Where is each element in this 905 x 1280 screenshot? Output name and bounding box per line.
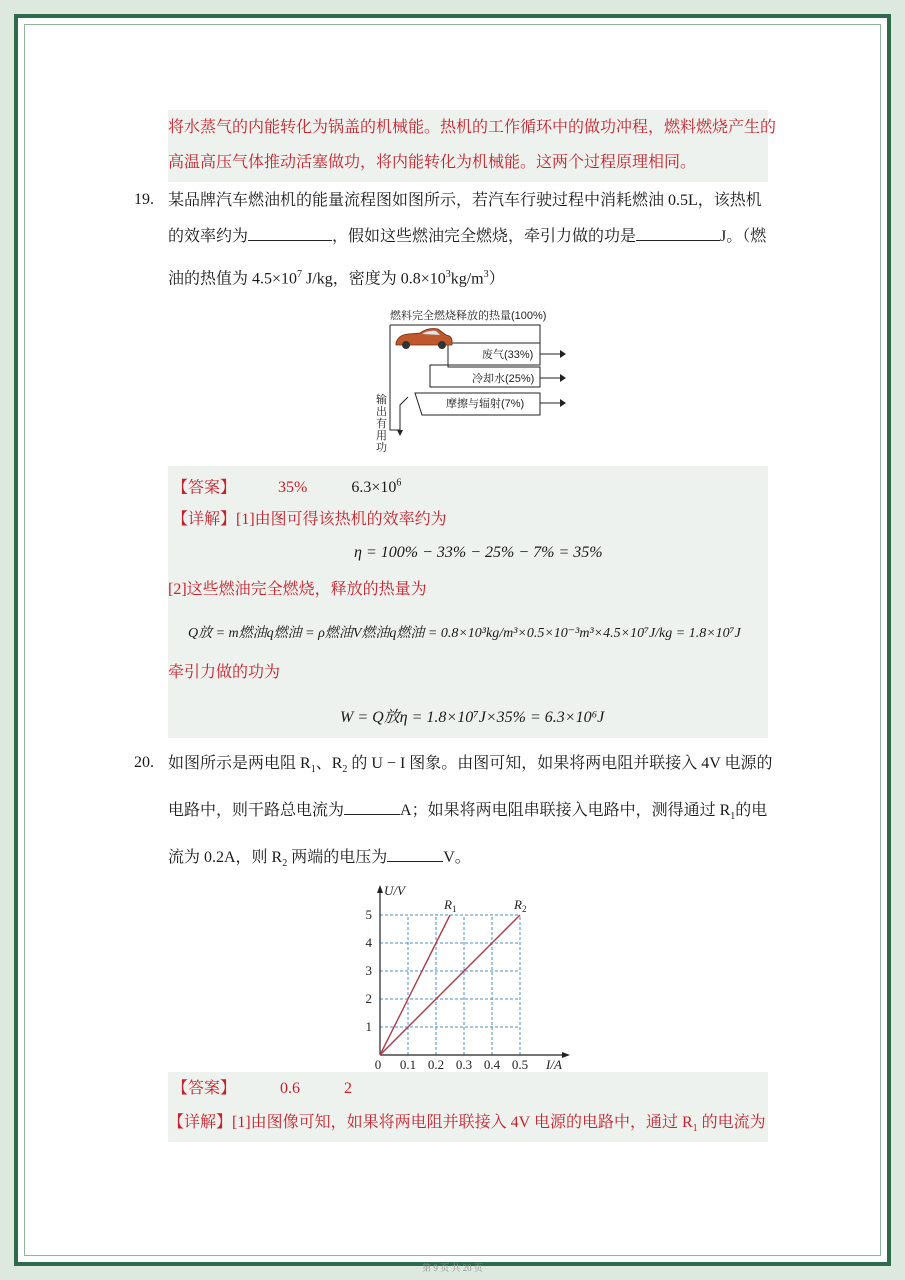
q20-number: 20. [134, 754, 154, 771]
q19-eq2: Q放 = m燃油q燃油 = ρ燃油V燃油q燃油 = 0.8×10³kg/m³×0.5×10⁻³m³×4.5×10⁷J/kg = 1.8×10⁷J [188, 626, 741, 641]
series-line-r1 [380, 915, 450, 1055]
q19-detail-tag: 【详解】 [172, 511, 237, 528]
cooling-label: 冷却水(25%) [472, 373, 535, 385]
q19-line3c: kg/m [450, 270, 484, 288]
q20-answer2: 2 [344, 1080, 353, 1097]
q19-line2 [168, 226, 766, 248]
x-axis-label: I/A [546, 1057, 562, 1072]
y-tick-2: 2 [365, 991, 372, 1006]
q19-blank1[interactable] [248, 226, 332, 241]
u-i-chart [350, 875, 580, 1075]
q20-blank1[interactable] [344, 800, 400, 815]
q20-line3 [168, 847, 471, 875]
friction-label: 摩擦与辐射(7%) [446, 398, 525, 410]
q19-line2c: J。（燃 [720, 228, 767, 245]
q20-detail1-end: 的电流为 [697, 1114, 766, 1131]
chart-lines [380, 915, 520, 1055]
q20-answer1: 0.6 [280, 1080, 301, 1097]
q19-line3c-sup: 3 [483, 269, 489, 280]
q20-line2 [168, 800, 767, 828]
output-char-1: 输 [376, 394, 387, 406]
q20-detail1 [168, 1112, 766, 1140]
q20-line3b: 两端的电压为 [287, 849, 388, 866]
output-char-2: 出 [376, 406, 387, 418]
q20-line2b-sub: 1 [730, 811, 736, 823]
q19-answer-tag: 【答案】 [172, 479, 237, 497]
q19-number: 19. [134, 191, 154, 208]
x-tick-4: 0.4 [483, 1057, 501, 1072]
q19-line2a: 的效率约为 [168, 228, 249, 245]
q19-detail2: [2]这些燃油完全燃烧，释放的热量为 [168, 581, 427, 598]
y-axis-label: U/V [384, 883, 405, 898]
origin-label: 0 [374, 1057, 382, 1072]
q19-answer2: 6.3×10 [351, 479, 397, 497]
q19-detail1-text: [1]由图可得该热机的效率约为 [236, 511, 447, 528]
series-label-r1: $R_1$ [444, 897, 457, 914]
y-tick-1: 1 [365, 1019, 372, 1034]
q19-eq3: W = Q放η = 1.8×10⁷J×35% = 6.3×10⁶J [340, 709, 605, 726]
q20-line1a-sub: 1 [310, 764, 316, 776]
q20-detail1-sub: 1 [692, 1123, 698, 1135]
q20-answer-row [172, 1078, 352, 1100]
q19-line3d: ） [488, 270, 505, 288]
output-char-5: 功 [376, 442, 387, 454]
q20-answer-tag: 【答案】 [172, 1080, 237, 1097]
x-tick-5: 0.5 [511, 1057, 529, 1072]
q20-line2b: A；如果将两电阻串联接入电路中，测得通过 R [400, 802, 731, 819]
q19-answer1: 35% [278, 479, 308, 497]
q20-line1a: 如图所示是两电阻 R [168, 755, 311, 772]
q19-eq1: η = 100% − 33% − 25% − 7% = 35% [354, 544, 603, 561]
exhaust-label: 废气(33%) [482, 349, 534, 361]
q19-line3b: J/kg，密度为 0.8×10 [302, 270, 446, 288]
x-tick-1: 0.1 [399, 1057, 417, 1072]
q20-blank2[interactable] [387, 847, 443, 862]
q20-line3c: V。 [443, 849, 471, 866]
y-axis-arrow [377, 885, 383, 893]
series-label-r2: $R_2$ [514, 897, 527, 914]
q19-line1: 某品牌汽车燃油机的能量流程图如图所示，若汽车行驶过程中消耗燃油 0.5L，该热机 [168, 192, 762, 209]
q19-answer-row [172, 473, 401, 499]
q19-detail1 [172, 509, 447, 531]
answer-band-q19 [168, 466, 768, 738]
page-footer: 第 9 页 共 20 页 [422, 1263, 483, 1273]
y-tick-4: 4 [365, 935, 372, 950]
chart-labels [384, 883, 562, 1072]
x-axis-arrow [562, 1052, 570, 1058]
y-tick-3: 3 [365, 963, 372, 978]
q20-line2c: 的电 [735, 802, 768, 819]
output-char-3: 有 [376, 418, 387, 430]
q20-line1c: 的 U − I 图象。由图可知，如果将两电阻并联接入 4V 电源的 [347, 755, 773, 772]
q20-detail1-text: [1]由图像可知，如果将两电阻并联接入 4V 电源的电路中，通过 R [232, 1114, 693, 1131]
q20-detail-tag: 【详解】 [168, 1114, 233, 1131]
car-icon [396, 329, 452, 350]
top-answer-line1: 将水蒸气的内能转化为锅盖的机械能。热机的工作循环中的做功冲程，燃料燃烧产生的 [168, 119, 777, 136]
energy-flow-diagram [360, 305, 580, 460]
x-tick-2: 0.2 [427, 1057, 445, 1072]
diagram-title: 燃料完全燃烧释放的热量(100%) [390, 310, 547, 322]
q19-answer2-sup: 6 [396, 478, 402, 489]
q19-blank2[interactable] [636, 226, 720, 241]
q19-detail3: 牵引力做的功为 [168, 664, 281, 681]
q19-line3a: 油的热值为 4.5×10 [168, 270, 298, 288]
q19-line3 [168, 264, 505, 290]
q20-line3a-sub: 2 [282, 858, 288, 870]
series-line-r2 [380, 915, 520, 1055]
q19-line3a-sup: 7 [297, 269, 303, 280]
q20-line1 [168, 753, 773, 781]
output-char-4: 用 [376, 430, 387, 442]
top-answer-line2: 高温高压气体推动活塞做功，将内能转化为机械能。这两个过程原理相同。 [168, 154, 697, 171]
q20-line2a: 电路中，则干路总电流为 [168, 802, 345, 819]
q19-line2b: ，假如这些燃油完全燃烧，牵引力做的功是 [332, 228, 637, 245]
y-tick-5: 5 [365, 907, 372, 922]
q19-line3b-sup: 3 [445, 269, 451, 280]
q20-line1b: 、R [315, 755, 343, 772]
q20-line1b-sub: 2 [342, 764, 348, 776]
q19-answer2-wrap [351, 479, 401, 496]
x-tick-3: 0.3 [455, 1057, 473, 1072]
q20-line3a: 流为 0.2A，则 R [168, 849, 283, 866]
